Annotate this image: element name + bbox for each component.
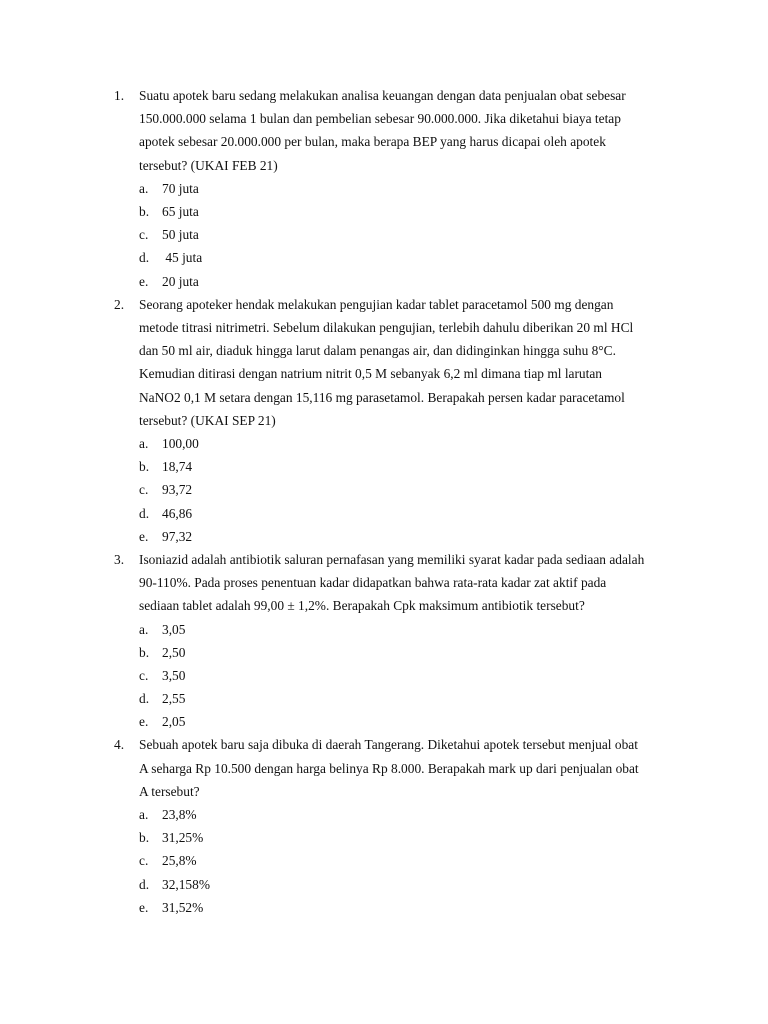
answer-option <box>0 502 768 525</box>
question-number: 3. <box>114 551 125 567</box>
option-text: 18,74 <box>162 459 193 475</box>
question-4 <box>0 733 768 919</box>
question-text <box>139 548 679 618</box>
option-text: 65 juta <box>162 204 199 219</box>
option-label: e. <box>139 528 149 544</box>
option-label: c. <box>139 667 149 683</box>
option-label: a. <box>139 807 149 823</box>
answer-option <box>0 455 768 478</box>
option-text: 2,55 <box>162 691 186 707</box>
question-line: NaNO2 0,1 M setara dengan 15,116 mg parasetamol. Berapakah persen kadar paracetamol <box>139 389 625 405</box>
question-line: 90-110%. Pada proses penentuan kadar didapatkan bahwa rata-rata kadar zat aktif pada <box>139 575 607 591</box>
answer-option <box>0 826 768 849</box>
question-list <box>0 84 768 919</box>
option-label: c. <box>139 482 149 498</box>
option-label: a. <box>139 435 149 451</box>
question-line: A tersebut? <box>139 783 200 799</box>
answer-option <box>0 873 768 896</box>
option-text: 3,50 <box>162 667 186 683</box>
option-text: 97,32 <box>162 528 193 544</box>
question-line: Sebuah apotek baru saja dibuka di daerah Tangerang. Diketahui apotek tersebut menjual obat <box>139 737 638 753</box>
answer-option <box>0 223 768 246</box>
option-label: b. <box>139 644 150 660</box>
option-text: 45 juta <box>162 250 203 266</box>
answer-option <box>0 896 768 919</box>
option-label: d. <box>139 691 150 707</box>
answer-option <box>0 849 768 872</box>
option-text: 25,8% <box>162 853 197 869</box>
answer-option <box>0 664 768 687</box>
option-label: c. <box>139 853 149 869</box>
answer-options <box>0 803 768 919</box>
question-line: Seorang apoteker hendak melakukan pengujian kadar tablet paracetamol 500 mg dengan <box>139 296 614 312</box>
answer-option <box>0 177 768 200</box>
question-line: Kemudian ditirasi dengan natrium nitrit 0,5 M sebanyak 6,2 ml dimana tiap ml larutan <box>139 366 602 382</box>
option-label: b. <box>139 830 150 846</box>
option-text: 46,86 <box>162 505 193 521</box>
option-label: a. <box>139 180 149 196</box>
question-line: tersebut? (UKAI SEP 21) <box>139 412 276 428</box>
option-label: e. <box>139 899 149 915</box>
option-label: d. <box>139 505 150 521</box>
question-1 <box>0 84 768 293</box>
option-label: d. <box>139 876 150 892</box>
answer-options <box>0 177 768 293</box>
option-text: 20 juta <box>162 273 199 289</box>
question-line: apotek sebesar 20.000.000 per bulan, maka berapa BEP yang harus dicapai oleh apotek <box>139 134 606 150</box>
option-text: 31,52% <box>162 899 204 915</box>
answer-options <box>0 432 768 548</box>
question-line: dan 50 ml air, diaduk hingga larut dalam penangas air, dan didinginkan hingga suhu 8°C. <box>139 343 616 359</box>
option-text: 2,05 <box>162 714 186 730</box>
option-label: b. <box>139 204 150 219</box>
answer-option <box>0 525 768 548</box>
answer-option <box>0 687 768 710</box>
question-number: 4. <box>114 737 125 753</box>
option-text: 70 juta <box>162 180 199 196</box>
question-number: 2. <box>114 296 125 312</box>
option-text: 50 juta <box>162 227 199 243</box>
option-label: d. <box>139 250 150 266</box>
answer-option <box>0 618 768 641</box>
question-line: metode titrasi nitrimetri. Sebelum dilakukan pengujian, terlebih dahulu diberikan 20 ml HCl <box>139 319 634 335</box>
question-line: tersebut? (UKAI FEB 21) <box>139 157 278 173</box>
answer-option <box>0 710 768 733</box>
option-text: 23,8% <box>162 807 197 823</box>
answer-option <box>0 641 768 664</box>
option-text: 93,72 <box>162 482 193 498</box>
answer-option <box>0 270 768 293</box>
answer-option <box>0 246 768 269</box>
question-line: Suatu apotek baru sedang melakukan analisa keuangan dengan data penjualan obat sebesar <box>139 88 626 103</box>
question-number: 1. <box>114 88 125 103</box>
question-line: A seharga Rp 10.500 dengan harga belinya Rp 8.000. Berapakah mark up dari penjualan obat <box>139 760 639 776</box>
question-3 <box>0 548 768 734</box>
question-line: 150.000.000 selama 1 bulan dan pembelian sebesar 90.000.000. Jika diketahui biaya tetap <box>139 111 621 127</box>
question-text <box>139 733 679 803</box>
question-line: Isoniazid adalah antibiotik saluran pernafasan yang memiliki syarat kadar pada sediaan adalah <box>139 551 645 567</box>
answer-option <box>0 200 768 223</box>
option-label: b. <box>139 459 150 475</box>
answer-option <box>0 432 768 455</box>
option-label: e. <box>139 714 149 730</box>
question-text <box>139 84 679 177</box>
option-text: 2,50 <box>162 644 186 660</box>
option-label: a. <box>139 621 149 637</box>
option-text: 100,00 <box>162 435 199 451</box>
question-text <box>139 293 679 432</box>
option-text: 32,158% <box>162 876 210 892</box>
option-label: c. <box>139 227 149 243</box>
question-2 <box>0 293 768 548</box>
answer-option <box>0 478 768 501</box>
answer-option <box>0 803 768 826</box>
question-line: sediaan tablet adalah 99,00 ± 1,2%. Berapakah Cpk maksimum antibiotik tersebut? <box>139 598 585 614</box>
option-label: e. <box>139 273 149 289</box>
option-text: 31,25% <box>162 830 204 846</box>
option-text: 3,05 <box>162 621 186 637</box>
answer-options <box>0 618 768 734</box>
